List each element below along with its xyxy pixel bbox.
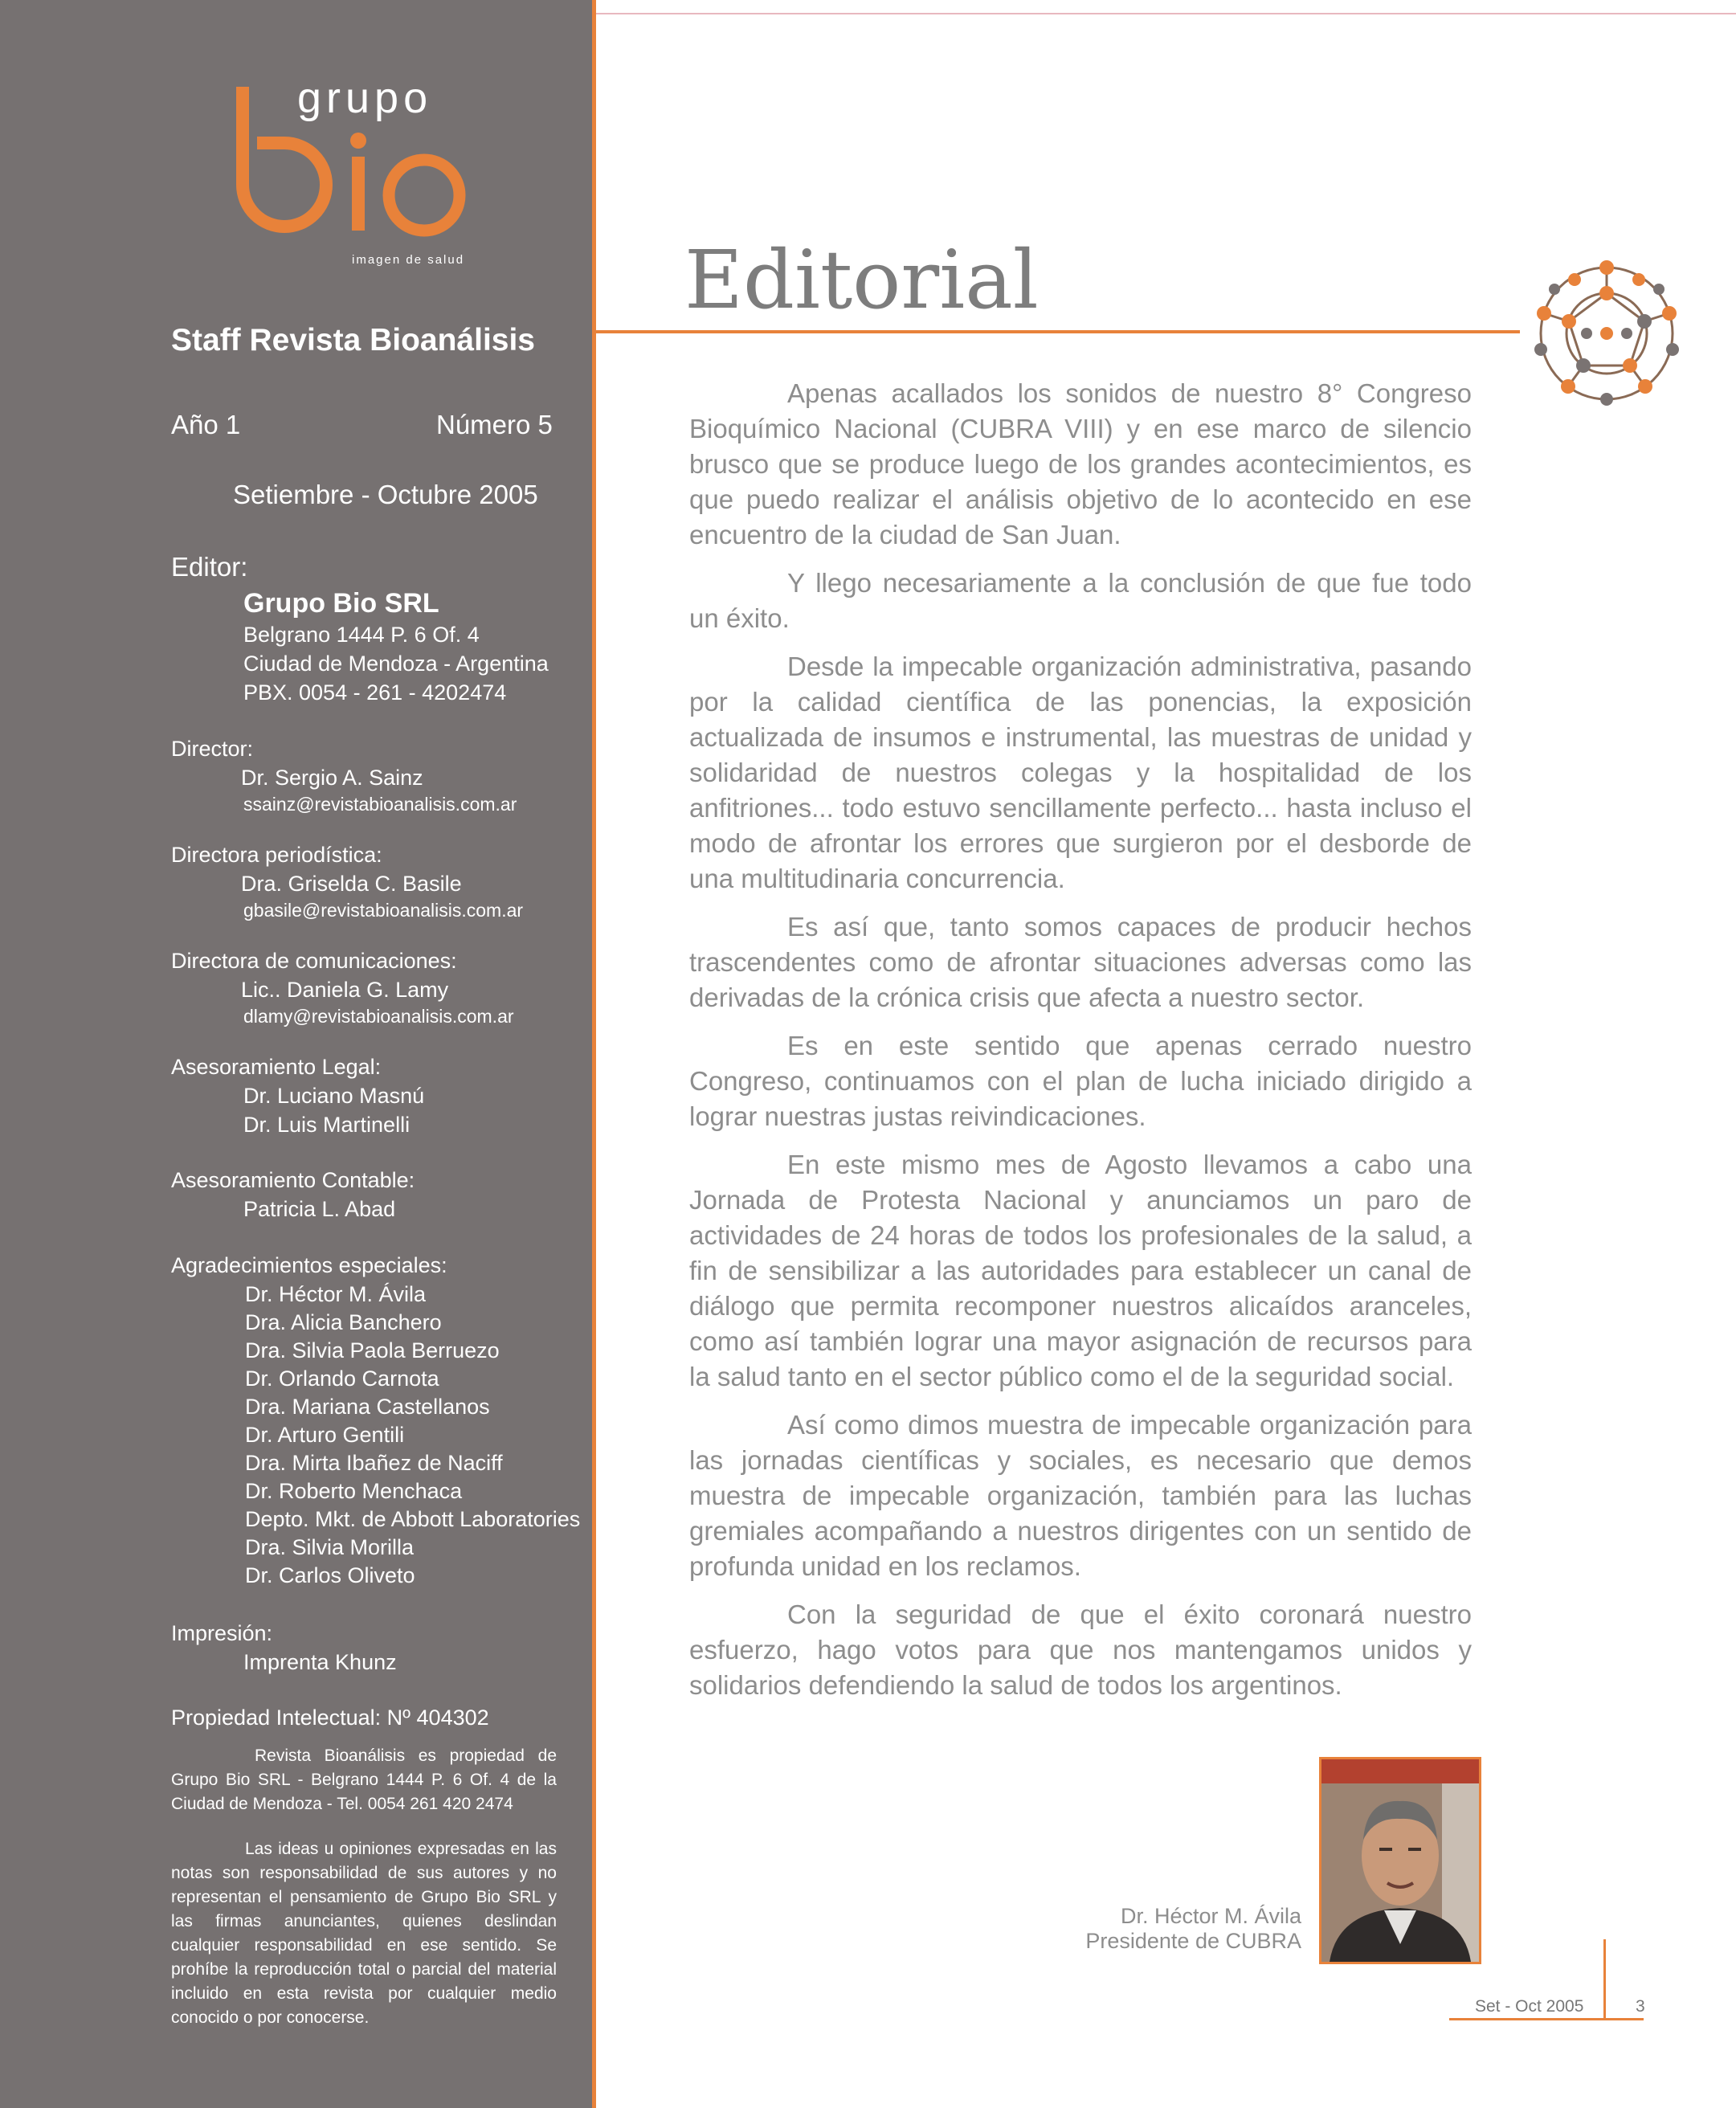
thanks-name: Dr. Roberto Menchaca	[245, 1479, 463, 1503]
legal-name: Dr. Luciano Masnú	[243, 1084, 425, 1108]
editorial-paragraph: Y llego necesariamente a la conclusión de que fue todo un éxito.	[689, 568, 1472, 633]
page-number: 3	[1636, 1997, 1645, 2016]
editorial-paragraph: Así como dimos muestra de impecable organización para las jornadas científicas y sociales, es necesario que demos muestra de impecable organización, también para las luchas gremiales acompañando a nuestros dirigentes con un sentido de profunda unidad en los reclamos.	[689, 1410, 1472, 1581]
accounting-name: Patricia L. Abad	[243, 1197, 396, 1221]
signature-title: Presidente de CUBRA	[1085, 1929, 1301, 1953]
print-label: Impresión:	[171, 1621, 273, 1645]
logo-i-stem	[352, 157, 365, 231]
fullerene-molecule-icon	[1530, 257, 1683, 410]
director-label: Director:	[171, 737, 254, 761]
legal-label: Asesoramiento Legal:	[171, 1055, 382, 1079]
journalism-name: Dra. Griselda C. Basile	[241, 872, 462, 896]
sidebar-orange-border	[592, 0, 596, 2108]
logo-i-dot	[350, 133, 366, 149]
thanks-name: Dr. Orlando Carnota	[245, 1367, 439, 1391]
issue-number: Número 5	[436, 410, 553, 439]
editorial-paragraph: Apenas acallados los sonidos de nuestro 8° Congreso Bioquímico Nacional (CUBRA VIII) y en ese marco de silencio brusco que se produce luego de los grandes acontecimientos, es que puedo realizar el análisis objetivo de lo acontecido en ese encuentro de la ciudad de San Juan.	[689, 378, 1472, 549]
editor-label: Editor:	[171, 552, 248, 582]
director-name: Dr. Sergio A. Sainz	[241, 766, 423, 790]
signature-block	[1028, 1904, 1301, 1954]
thanks-label: Agradecimientos especiales:	[171, 1253, 447, 1277]
editor-name: Grupo Bio SRL	[243, 588, 439, 619]
top-rule	[596, 13, 1736, 14]
grupo-bio-logo	[233, 80, 490, 273]
editor-address-line: Ciudad de Mendoza - Argentina	[243, 652, 549, 676]
signature-name: Dr. Héctor M. Ávila	[1120, 1904, 1301, 1928]
accounting-label: Asesoramiento Contable:	[171, 1168, 415, 1192]
editorial-paragraph: Es en este sentido que apenas cerrado nuestro Congreso, continuamos con el plan de lucha iniciado dirigido a lograr nuestras justas reivindicaciones.	[689, 1031, 1472, 1131]
ownership-note: Revista Bioanálisis es propiedad de Grupo Bio SRL - Belgrano 1444 P. 6 Of. 4 de la Ciudad de Mendoza - Tel. 0054 261 420 2474	[171, 1746, 557, 1813]
thanks-name: Dra. Alicia Banchero	[245, 1310, 442, 1334]
journalism-label: Directora periodística:	[171, 843, 382, 867]
thanks-name: Dra. Silvia Paola Berruezo	[245, 1338, 500, 1362]
author-portrait	[1319, 1757, 1481, 1964]
logo-tagline: imagen de salud	[352, 253, 465, 267]
thanks-name: Dr. Carlos Oliveto	[245, 1563, 415, 1587]
logo-o-shape	[389, 160, 460, 231]
footer-date: Set - Oct 2005	[1475, 1997, 1584, 2016]
comms-email: dlamy@revistabioanalisis.com.ar	[243, 1006, 514, 1027]
disclaimer-note: Las ideas u opiniones expresadas en las notas son responsabilidad de sus autores y no representan el pensamiento de Grupo Bio SRL y las firmas anunciantes, quienes deslindan cualquier responsabilidad en ese sentido. Se prohíbe la reproducción total o parcial del material incluido en esta revista por cualquier medio conocido o por conocerse.	[171, 1840, 557, 2027]
portrait-image	[1321, 1759, 1479, 1962]
journalism-email: gbasile@revistabioanalisis.com.ar	[243, 900, 524, 921]
print-name: Imprenta Khunz	[243, 1650, 397, 1674]
thanks-name: Depto. Mkt. de Abbott Laboratories	[245, 1507, 581, 1531]
thanks-name: Dr. Héctor M. Ávila	[245, 1282, 427, 1306]
thanks-name: Dra. Mariana Castellanos	[245, 1395, 490, 1419]
intellectual-property: Propiedad Intelectual: Nº 404302	[171, 1706, 489, 1730]
legal-name: Dr. Luis Martinelli	[243, 1113, 411, 1137]
issue-year: Año 1	[171, 410, 241, 439]
editorial-paragraph: Desde la impecable organización administrativa, pasando por la calidad científica de las ponencias, la exposición actualizada de insumos e instrumental, las muestras de unidad y solidaridad de nuestros colegas y la hospitalidad de los anfitriones... todo estuvo sencillamente perfecto... hasta incluso el modo de afrontar los errores que surgieron por el desborde de una multitudinaria concurrencia.	[689, 652, 1472, 893]
editorial-paragraph: Con la seguridad de que el éxito coronará nuestro esfuerzo, hago votos para que nos mantengamos unidos y solidarios defendiendo la salud de todos los argentinos.	[689, 1599, 1472, 1700]
editorial-paragraph: En este mismo mes de Agosto llevamos a cabo una Jornada de Protesta Nacional y anunciamos un paro de actividades de 24 horas de todos los profesionales de la salud, a fin de sensibilizar a las autoridades para establecer un canal de diálogo que permita recomponer nuestros alicaídos aranceles, como así también lograr una mayor asignación de recursos para la salud tanto en el sector público como el de la seguridad social.	[689, 1150, 1472, 1391]
comms-label: Directora de comunicaciones:	[171, 949, 457, 973]
editorial-title: Editorial	[684, 233, 1039, 327]
issue-period: Setiembre - Octubre 2005	[233, 480, 538, 509]
editorial-paragraph: Es así que, tanto somos capaces de producir hechos trascendentes como de afrontar situaciones adversas como las derivadas de la crónica crisis que afecta a nuestro sector.	[689, 912, 1472, 1012]
editorial-body	[689, 376, 1472, 1716]
director-email: ssainz@revistabioanalisis.com.ar	[243, 794, 517, 815]
thanks-name: Dra. Silvia Morilla	[245, 1535, 415, 1559]
thanks-name: Dra. Mirta Ibañez de Naciff	[245, 1451, 503, 1475]
editor-address-line: PBX. 0054 - 261 - 4202474	[243, 680, 507, 705]
staff-heading: Staff Revista Bioanálisis	[171, 323, 535, 357]
comms-name: Lic.. Daniela G. Lamy	[241, 978, 449, 1002]
editorial-rule	[596, 330, 1520, 333]
editor-address-line: Belgrano 1444 P. 6 Of. 4	[243, 623, 480, 647]
thanks-name: Dr. Arturo Gentili	[245, 1423, 405, 1447]
logo-word-grupo: grupo	[297, 80, 433, 122]
footer-divider-horizontal	[1449, 2018, 1644, 2020]
footer-divider-vertical	[1603, 1939, 1606, 2020]
